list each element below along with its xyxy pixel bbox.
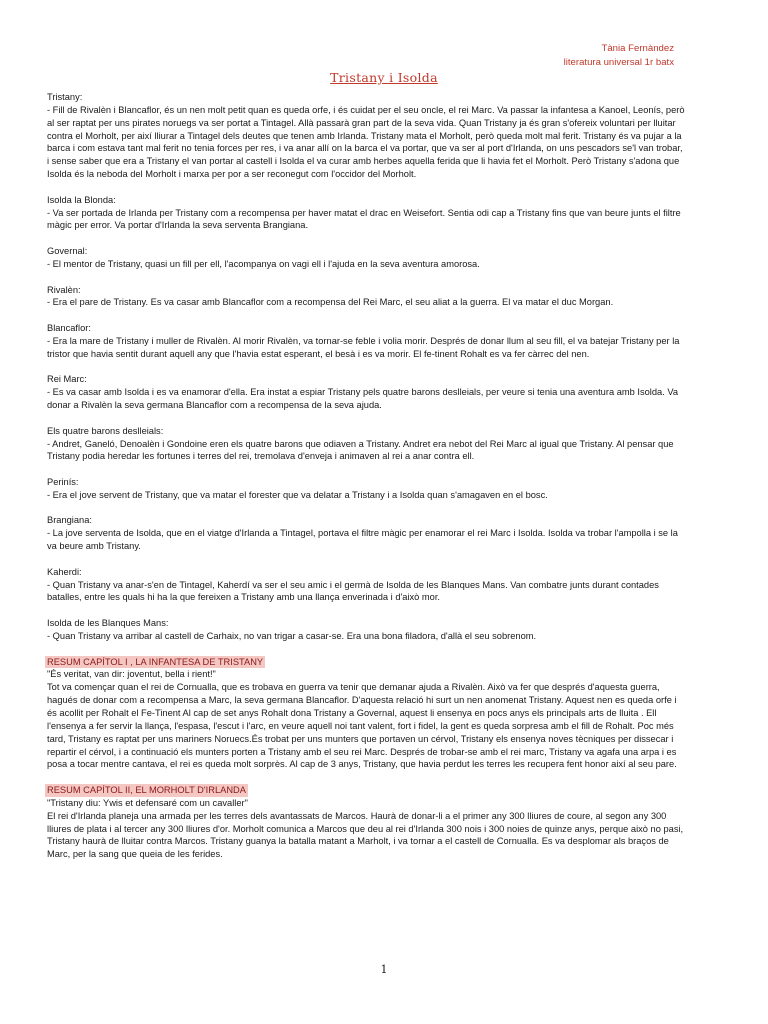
document-title: Tristany i Isolda bbox=[330, 70, 438, 85]
chapter-heading: RESUM CAPÍTOL I , LA INFANTESA DE TRISTANY bbox=[47, 656, 264, 667]
character-description: - Era el pare de Tristany. Es va casar amb Blancaflor com a recompensa del Rei Marc, el seu aliat a la guerra. El va matar el duc Morgan. bbox=[47, 297, 614, 308]
character-description: - Era el jove servent de Tristany, que va matar el forester que va delatar a Tristany i a Isolda quan s'amagaven en el bosc. bbox=[47, 489, 548, 500]
character-description: - El mentor de Tristany, quasi un fill per ell, l'acompanya on vagi ell i l'ajuda en la seva aventura amorosa. bbox=[47, 258, 480, 269]
character-section bbox=[47, 476, 687, 502]
character-name: Perinís: bbox=[47, 476, 79, 487]
character-description: - Era la mare de Tristany i muller de Rivalèn. Al morir Rivalèn, va tornar-se feble i volia morir. Després de donar llum al seu fill, el va batejar Tristany per la tristor que havia sentit durant aquell any que l'havia estat esperant, el besà i es va morir. El fe-tinent Rohalt es va fer càrrec del nen. bbox=[47, 335, 680, 359]
character-section bbox=[47, 322, 687, 361]
author-block bbox=[564, 42, 674, 69]
character-name: Kaherdi: bbox=[47, 566, 82, 577]
character-name: Els quatre barons deslleials: bbox=[47, 425, 164, 436]
character-description: - Va ser portada de Irlanda per Tristany com a recompensa per haver matat el drac en Weisefort. Sentia odi cap a Tristany fins que van beure junts el filtre màgic per error. Va portar d'Irlanda la seva serventa Brangiana. bbox=[47, 207, 681, 231]
character-description: - Es va casar amb Isolda i es va enamorar d'ella. Era instat a espiar Tristany pels quatre barons deslleials, per veure si tenia una aventura amb Isolda. Va donar a Rivalèn la seva germana Blancaflor com a recompensa de la seva ajuda. bbox=[47, 387, 679, 411]
character-name: Isolda la Blonda: bbox=[47, 194, 116, 205]
chapter-text: Tot va començar quan el rei de Cornualla, que es trobava en guerra va tenir que demanar ajuda a Rivalèn. Això va fer que després d'aquesta guerra, hagués de donar com a recompensa a Marc, la seva germana Blancaflor. D'aquesta relació hi surt un nen anomenat Tristany. Aquest nen es queda orfe i és acollit per Rohalt el Fe-Tinent Al cap de set anys Rohalt dona Tristany a Governal, aquest li ensenya en pocs anys els principals arts de lluita . Ell l'ensenya a fer servir la llança, l'espasa, l'escut i l'arc, en veure aquell noi tant valent, fort i fidel, la gent es queda sorpresa amb el fill de Rohalt. Poc més tard, Tristany es raptat per uns mariners Noruecs.És trobat per uns munters que portaven un cérvol, Tristany els ensenya noves tècniques per dissecar i repartir el cérvol, i a continuació els munters porten a Tristany amb el seu rei Marc. Després de trobar-se amb el rei marc, Tristany va agafa una arpa i es posa a tocar mentre cantava, el rei es queda molt sorprès. Al cap de 3 anys, Tristany, que havia perdut les terres les recupera fent honor així al seu pare. bbox=[47, 682, 677, 770]
chapter-summary bbox=[47, 656, 687, 772]
author-name: Tània Fernàndez bbox=[601, 43, 674, 54]
character-section bbox=[47, 284, 687, 310]
chapter-heading: RESUM CAPÍTOL II, EL MORHOLT D'IRLANDA bbox=[47, 785, 246, 795]
character-name: Governal: bbox=[47, 246, 88, 257]
character-section bbox=[47, 373, 687, 412]
chapter-summary bbox=[47, 784, 687, 861]
chapter-quote: "Tristany diu: Ywis et defensaré com un cavaller" bbox=[47, 797, 248, 808]
character-section bbox=[47, 91, 687, 181]
character-name: Isolda de les Blanques Mans: bbox=[47, 618, 169, 629]
document-body bbox=[47, 91, 687, 874]
character-name: Rivalèn: bbox=[47, 284, 81, 295]
character-description: - Fill de Rivalèn i Blancaflor, és un nen molt petit quan es queda orfe, i és cuidat per el seu oncle, el rei Marc. Va passar la infantesa a Kanoel, Leonís, però al ser raptat per uns pirates noruegs va ser portat a Tintagel. Allà passarà gran part de la seva vida. Quan Tristany ja és gran s'ofereix voluntari per lluitar contra el Morholt, per així lliurar a Tintagel dels deutes que tenen amb Irlanda. Tristany mata el Morholt, però queda molt mal ferit. Tristany és va pujar a la barca i com estava tant mal ferit no tenia forces per res, i va anar allí on la barca el va portar, que va ser al port d'Irlanda, on uns pescadors se'l van trobar, i sense saber que era a Tristany el van portar al castell i Isolda el va curar amb herbes aquella ferida que li havia fet el Morholt. Però Tristany s'adona que Isolda és la neboda del Morholt i marxa per por a ser reconegut com l'occidor del Morholt. bbox=[47, 104, 685, 180]
character-name: Blancaflor: bbox=[47, 323, 91, 333]
character-section bbox=[47, 245, 687, 271]
character-name: Rei Marc: bbox=[47, 374, 87, 385]
character-section bbox=[47, 425, 687, 464]
page-number: 1 bbox=[380, 963, 388, 976]
character-name: Tristany: bbox=[47, 92, 83, 102]
course-name: literatura universal 1r batx bbox=[563, 56, 674, 68]
chapter-text: El rei d'Irlanda planeja una armada per les terres dels avantassats de Marcos. Haurà de donar-li a el primer any 300 lliures de coure, al segon any 300 lliures de plata i al tercer any 300 lliures d'or. Morholt comunica a Marcos que deu al rei d'Irlanda 300 nois i 300 noies de quinze anys, perque això no pasi, Tristany haurà de lluitar contra Marcos. Tristany guanya la batalla matant a Marholt, i va tornar a el castell de Cornualla. Es va desplomar als braços de Marc, per la sang que queia de les ferides. bbox=[47, 810, 684, 860]
character-section bbox=[47, 194, 687, 233]
chapter-quote: "És veritat, van dir: joventut, bella i rient!" bbox=[47, 669, 216, 680]
character-section bbox=[47, 514, 687, 553]
character-description: - Quan Tristany va arribar al castell de Carhaix, no van trigar a casar-se. Era una bona filadora, d'allà el seu sobrenom. bbox=[47, 630, 537, 641]
character-description: - Andret, Ganeló, Denoalèn i Gondoine eren els quatre barons que odiaven a Tristany. Andret era nebot del Rei Marc al igual que Tristany. Al pensar que Tristany podia heredar les fortunes i terres del rei, tremolava d'enveja i animaven al rei a anar contra ell. bbox=[47, 438, 674, 462]
character-section bbox=[47, 617, 687, 643]
character-name: Brangiana: bbox=[47, 515, 92, 526]
character-description: - La jove serventa de Isolda, que en el viatge d'Irlanda a Tintagel, portava el filtre màgic per enamorar el rei Marc i Isolda. Isolda va trobar l'ampolla i se la va beure amb Tristany. bbox=[47, 528, 678, 552]
character-description: - Quan Tristany va anar-s'en de Tintagel, Kaherdí va ser el seu amic i el germà de Isolda de les Blanques Mans. Van combatre junts durant contades batalles, entre les quals hi ha la que fereixen a Tristany amb una llança enverinada i d'això mor. bbox=[47, 579, 659, 603]
character-section bbox=[47, 566, 687, 605]
